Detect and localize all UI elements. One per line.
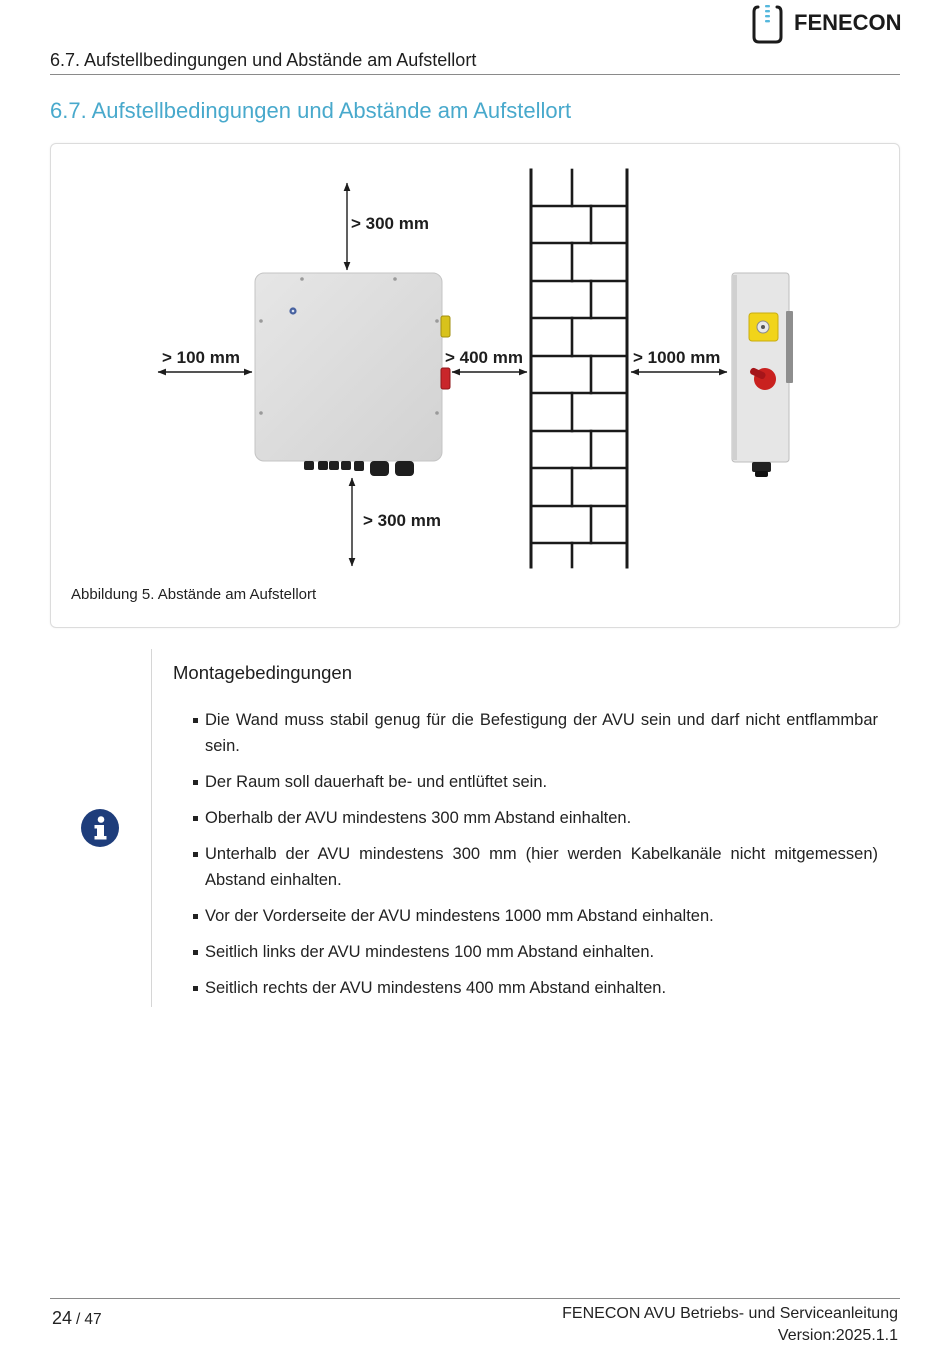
side-edge [733,275,737,460]
list-item: Der Raum soll dauerhaft be- und entlüftet sein. [205,769,878,795]
figure [50,143,900,628]
logo-dash [765,20,770,22]
page-current: 24 [52,1308,73,1328]
logo-dash [765,15,770,17]
info-icon-dot [98,816,105,823]
section-title: 6.7. Aufstellbedingungen und Abstände am Aufstellort [50,98,572,123]
screw [300,277,304,281]
list-item: Unterhalb der AVU mindestens 300 mm (hier werden Kabelkanäle nicht mitgemessen) Abstand einhalten. [205,841,878,893]
list-item: Seitlich rechts der AVU mindestens 400 mm Abstand einhalten. [205,975,878,1001]
running-header: 6.7. Aufstellbedingungen und Abstände am Aufstellort [50,50,477,70]
cable-gland-large [395,461,414,476]
inverter-side-view [732,273,793,477]
page-total: 47 [84,1311,102,1328]
yellow-switch-center [761,325,765,329]
dimension-label-bottom: > 300 mm [363,511,441,530]
cable-gland [304,461,314,470]
header-divider [50,74,900,75]
side-cable-gland [752,462,771,472]
document-title: FENECON AVU Betriebs- und Serviceanleitung [562,1305,898,1322]
requirements-list [205,707,878,1011]
fenecon-logo-icon [750,0,790,46]
side-handle [786,311,793,383]
list-item: Vor der Vorderseite der AVU mindestens 1000 mm Abstand einhalten. [205,903,878,929]
dimension-label-right: > 1000 mm [633,348,721,367]
side-cable-gland-tip [755,471,768,477]
info-icon [80,808,120,848]
admonition-title: Montagebedingungen [173,662,352,683]
page-number [52,1306,102,1332]
logo-dash [765,5,770,7]
red-connector [441,368,450,389]
logo-wordmark: FENECON [794,10,902,35]
list-item: Die Wand muss stabil genug für die Befestigung der AVU sein und darf nicht entflammbar sein. [205,707,878,759]
cable-gland-large [370,461,389,476]
footer-divider [50,1298,900,1299]
logo-dash [765,10,770,12]
screw [435,411,439,415]
footer-document-info [562,1303,898,1347]
list-item: Oberhalb der AVU mindestens 300 mm Abstand einhalten. [205,805,878,831]
admonition-divider [151,649,152,1007]
screw [435,319,439,323]
page-separator: / [76,1311,81,1328]
list-item: Seitlich links der AVU mindestens 100 mm Abstand einhalten. [205,939,878,965]
placement-diagram [50,143,900,583]
inverter-body [255,273,442,461]
status-led-center [292,310,295,313]
figure-caption: Abbildung 5. Abstände am Aufstellort [71,586,317,603]
info-admonition [50,649,900,1009]
brick-wall [531,170,627,567]
fenecon-logo [750,0,902,46]
side-body [732,273,789,462]
screw [393,277,397,281]
cable-gland [318,461,328,470]
document-version: Version:2025.1.1 [777,1327,898,1344]
screw [259,319,263,323]
dimension-label-middle: > 400 mm [445,348,523,367]
yellow-connector [441,316,450,337]
dimension-label-top: > 300 mm [351,214,429,233]
screw [259,411,263,415]
inverter-front-view [255,273,450,476]
cable-gland [341,461,351,470]
cable-gland [329,461,339,470]
cable-gland [354,461,364,471]
dimension-label-left: > 100 mm [162,348,240,367]
